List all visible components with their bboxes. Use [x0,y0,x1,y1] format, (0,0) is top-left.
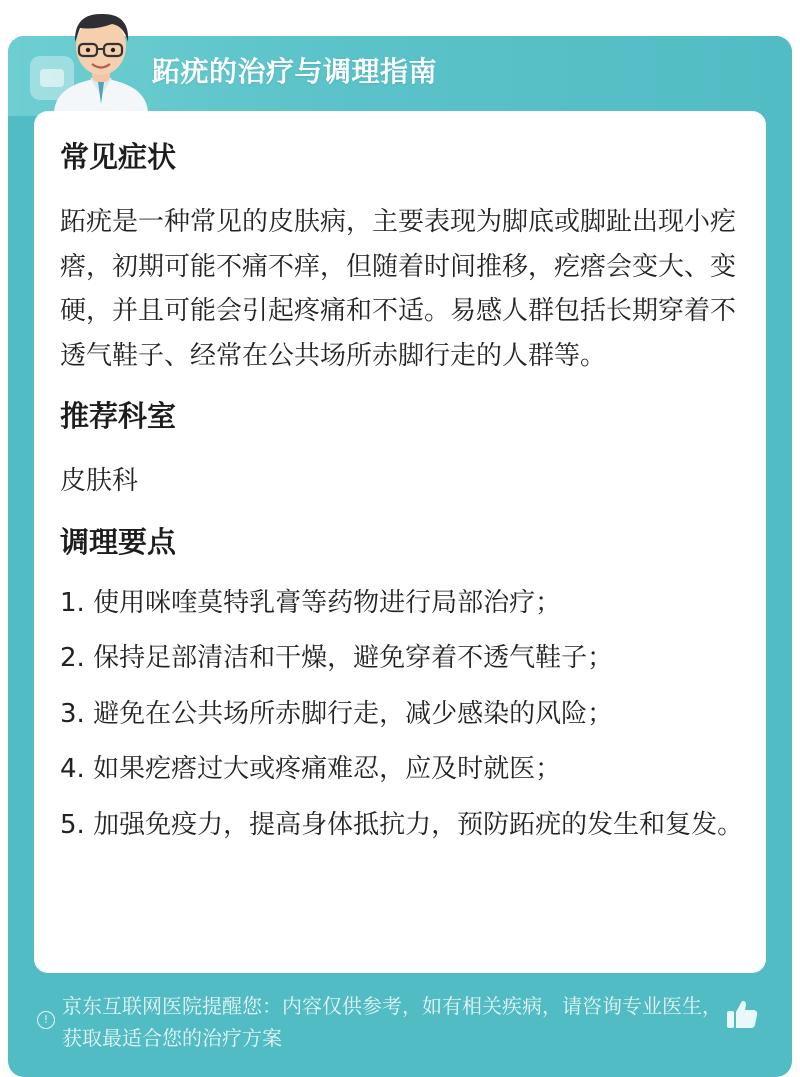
department-text: 皮肤科 [60,466,139,496]
content-card [34,111,766,973]
care-heading: 调理要点 [60,524,177,559]
thumbs-up-icon[interactable] [724,996,760,1032]
list-item: 3. 避免在公共场所赤脚行走，减少感染的风险； [60,698,614,729]
disclaimer-text: 京东互联网医院提醒您：内容仅供参考，如有相关疾病，请咨询专业医生，获取最适合您的治疗方案 [62,994,722,1050]
page-title: 跖疣的治疗与调理指南 [152,55,438,88]
care-list [60,581,744,848]
list-item: 2. 保持足部清洁和干燥，避免穿着不透气鞋子； [60,643,614,673]
doctor-avatar [46,4,156,112]
list-item: 1. 使用咪喹莫特乳膏等药物进行局部治疗； [60,587,562,618]
symptoms-heading: 常见症状 [60,140,177,174]
list-item: 4. 如果疙瘩过大或疼痛难忍，应及时就医； [60,754,562,784]
department-heading: 推荐科室 [60,399,177,433]
list-item: 5. 加强免疫力，提高身体抵抗力，预防跖疣的发生和复发。 [60,809,744,840]
symptoms-text: 跖疣是一种常见的皮肤病，主要表现为脚底或脚趾出现小疙瘩，初期可能不痛不痒，但随着时间推移，疙瘩会变大、变硬，并且可能会引起疼痛和不适。易感人群包括长期穿着不透气鞋子、经常在公共场所赤脚行走的人群等。 [60,207,737,371]
info-icon: ! [37,1011,55,1029]
